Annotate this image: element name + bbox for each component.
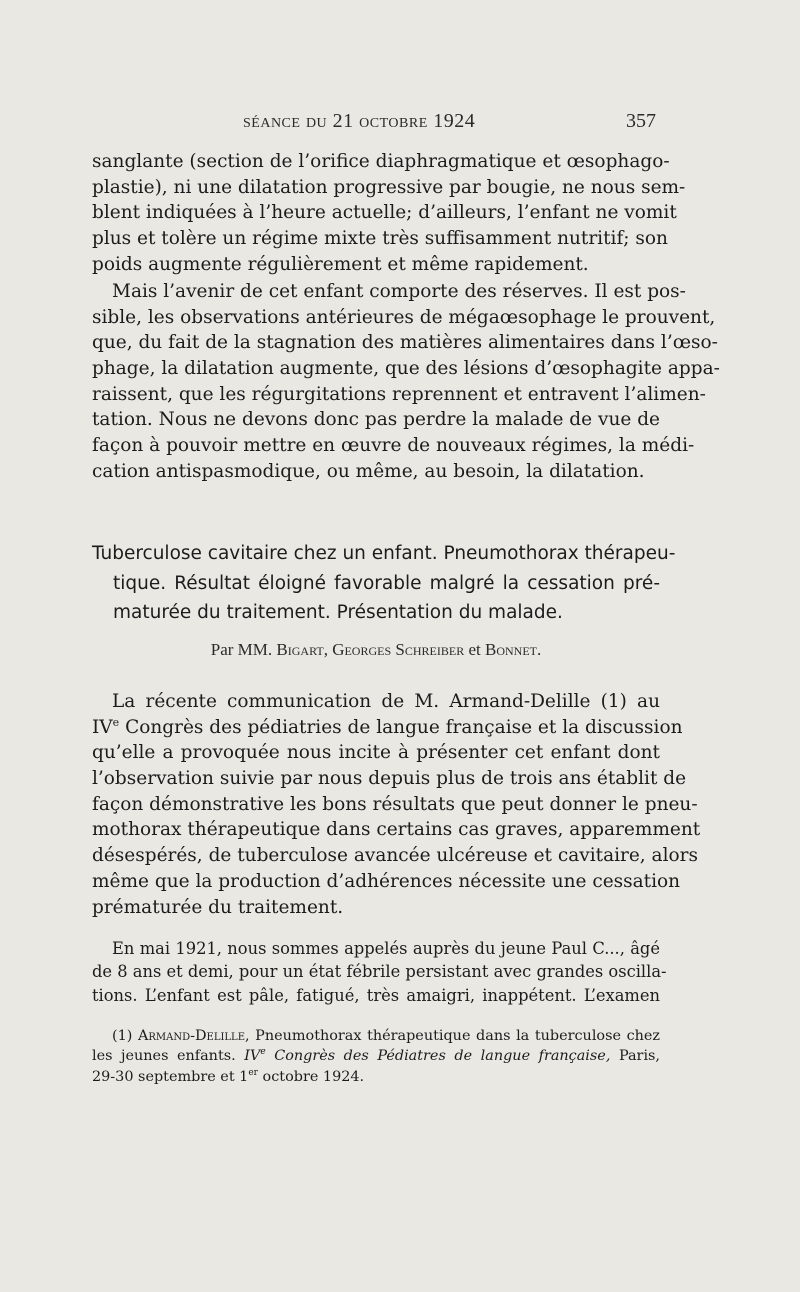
text-line: plus et tolère un régime mixte très suffisamment nutritif; son [92, 228, 668, 250]
text-line: tions. L’enfant est pâle, fatigué, très amaigri, inappétent. L’examen [92, 985, 660, 1005]
line-text: Paris, [610, 1048, 661, 1065]
text-line: façon à pouvoir mettre en œuvre de nouveaux régimes, la médi- [92, 435, 695, 457]
author-byline [92, 640, 660, 660]
running-day: 21 [332, 110, 354, 132]
title-line: Tuberculose cavitaire chez un enfant. Pneumothorax thérapeu- [92, 543, 676, 564]
text-line: La récente communication de M. Armand-Delille (1) au [112, 691, 660, 712]
line-text: 29-30 septembre et 1 [92, 1068, 249, 1085]
line-text: , Pneumothorax thérapeutique dans la tuberculose chez [245, 1028, 660, 1044]
footnote-line [92, 1046, 660, 1066]
footnote-line [92, 1067, 660, 1087]
text-line: désespérés, de tuberculose avancée ulcéreuse et cavitaire, alors [92, 845, 698, 867]
title-line: tique. Résultat éloigné favorable malgré la cessation pré- [113, 572, 660, 594]
byline-sep: et [464, 640, 485, 659]
text-line: que, du fait de la stagnation des matières alimentaires dans l’œso- [92, 332, 718, 354]
footnote-author: Armand-Delille [137, 1028, 245, 1044]
running-title-a: séance du [243, 110, 333, 132]
text-line: En mai 1921, nous sommes appelés auprès du jeune Paul C..., âgé [112, 939, 660, 958]
text-line: sanglante (section de l’orifice diaphragmatique et œsophago- [92, 151, 670, 172]
byline-end: . [536, 640, 542, 659]
text-line: tation. Nous ne devons donc pas perdre la malade de vue de [92, 409, 660, 431]
running-title-b: octobre [353, 110, 434, 132]
text-line: façon démonstrative les bons résultats que peut donner le pneu- [92, 793, 698, 815]
text-line: raissent, que les régurgitations reprennent et entravent l’alimen- [92, 383, 706, 405]
line-text: Congrès des pédiatries de langue française et la discussion [119, 716, 683, 738]
text-line: même que la production d’adhérences nécessite une cessation [92, 870, 681, 892]
byline-sep: , [323, 640, 333, 659]
text-line: Mais l’avenir de cet enfant comporte des réserves. Il est pos- [112, 281, 686, 302]
article-title [92, 539, 676, 628]
text-line: prématurée du traitement. [92, 896, 344, 918]
paragraph-1 [92, 149, 686, 277]
line-text: octobre 1924. [257, 1068, 365, 1085]
byline-prefix: Par MM. [210, 640, 277, 659]
text-line: blent indiquées à l’heure actuelle; d’ailleurs, l’enfant ne vomit [92, 202, 677, 224]
superscript: er [248, 1067, 258, 1078]
author-name: Georges Schreiber [332, 640, 465, 659]
superscript: e [112, 715, 120, 729]
paragraph-3 [92, 689, 701, 920]
italic-text: Congrès des Pédiatres de langue française, [265, 1048, 611, 1065]
footnote [92, 1026, 660, 1087]
author-name: Bigart [276, 640, 324, 659]
text-line: cation antispasmodique, ou même, au besoin, la dilatation. [92, 460, 645, 482]
page-number: 357 [626, 110, 656, 132]
paragraph-2 [92, 279, 720, 485]
running-header [96, 110, 656, 140]
author-name: Bonnet [484, 640, 537, 659]
footnote-number: (1) [112, 1028, 138, 1044]
running-title [243, 110, 475, 133]
title-line: maturée du traitement. Présentation du malade. [113, 602, 563, 623]
line-text: les jeunes enfants. [92, 1048, 245, 1065]
text-line: sible, les observations antérieures de mégaœsophage le prouvent, [92, 306, 716, 328]
italic-text: IV [244, 1048, 261, 1065]
running-year: 1924 [433, 110, 476, 132]
text-line: de 8 ans et demi, pour un état fébrile persistant avec grandes oscilla- [92, 962, 667, 982]
text-line [92, 715, 683, 741]
paragraph-4 [92, 937, 667, 1007]
superscript: e [260, 1047, 266, 1058]
footnote-line [92, 1026, 660, 1046]
text-line: poids augmente régulièrement et même rapidement. [92, 253, 589, 275]
text-line: mothorax thérapeutique dans certains cas graves, apparemment [92, 819, 701, 841]
text-line: l’observation suivie par nous depuis plus de trois ans établit de [92, 768, 687, 790]
roman-numeral: IV [92, 716, 113, 738]
text-line: qu’elle a provoquée nous incite à présenter cet enfant dont [92, 742, 660, 764]
text-line: plastie), ni une dilatation progressive par bougie, ne nous sem- [92, 176, 686, 198]
text-line: phage, la dilatation augmente, que des lésions d’œsophagite appa- [92, 358, 720, 380]
